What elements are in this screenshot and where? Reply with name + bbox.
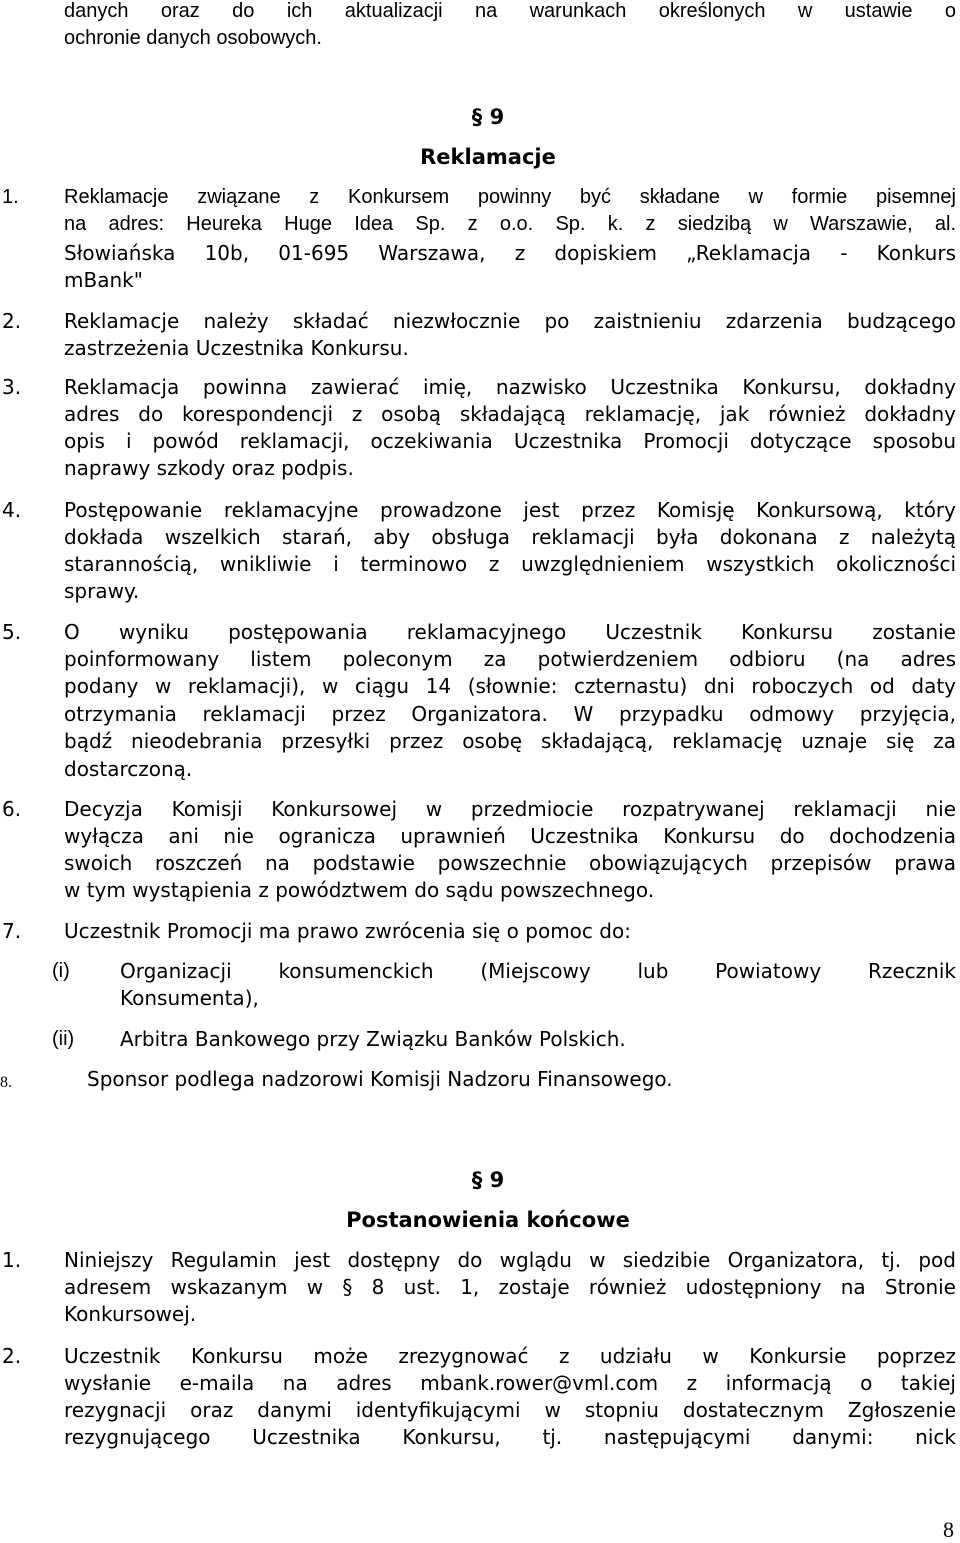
subitem-number: (ii)	[52, 1028, 75, 1050]
item-line: Uczestnik Promocji ma prawo zwrócenia się o pomoc do:	[64, 919, 631, 943]
item-number: 8.	[0, 1074, 12, 1091]
item-line: Konkursowej.	[64, 1302, 197, 1326]
item-line: mBank"	[64, 268, 143, 292]
item-number: 1.	[2, 186, 19, 208]
item-line: na adres: Heureka Huge Idea Sp. z o.o. Sp. k. z siedzibą w Warszawie, al.	[64, 213, 956, 235]
item-line: poinformowany listem poleconym za potwierdzeniem odbioru (na adres	[64, 647, 956, 671]
item-number: 1.	[2, 1248, 22, 1272]
intro-line: danych oraz do ich aktualizacji na warunkach określonych w ustawie o	[64, 0, 956, 22]
section-title: Postanowienia końcowe	[346, 1208, 630, 1232]
item-line: zastrzeżenia Uczestnika Konkursu.	[64, 336, 409, 360]
item-line: naprawy szkody oraz podpis.	[64, 456, 354, 480]
section-number: § 9	[471, 105, 505, 129]
subitem-line: Konsumenta),	[120, 986, 259, 1010]
item-number: 5.	[2, 620, 22, 644]
section-title: Reklamacje	[420, 145, 556, 169]
item-line: wysłanie e-maila na adres mbank.rower@vml.com z informacją o takiej	[64, 1371, 956, 1395]
intro-line: ochronie danych osobowych.	[64, 27, 322, 49]
item-line: Postępowanie reklamacyjne prowadzone jest przez Komisję Konkursową, który	[64, 498, 956, 522]
item-line: Uczestnik Konkursu może zrezygnować z udziału w Konkursie poprzez	[64, 1344, 956, 1368]
item-line: adres do korespondencji z osobą składającą reklamację, jak również dokładny	[64, 402, 956, 426]
item-line: rezygnującego Uczestnika Konkursu, tj. następującymi danymi: nick	[64, 1425, 956, 1449]
section-number: § 9	[471, 1168, 505, 1192]
item-number: 2.	[2, 309, 22, 333]
item-number: 4.	[2, 498, 22, 522]
item-number: 7.	[2, 919, 22, 943]
item-line: otrzymania reklamacji przez Organizatora. W przypadku odmowy przyjęcia,	[64, 702, 956, 726]
item-line: Niniejszy Regulamin jest dostępny do wglądu w siedzibie Organizatora, tj. pod	[64, 1248, 956, 1272]
item-line: Reklamacje związane z Konkursem powinny być składane w formie pisemnej	[64, 186, 956, 208]
item-line: adresem wskazanym w § 8 ust. 1, zostaje również udostępniony na Stronie	[64, 1275, 956, 1299]
page-number: 8	[943, 1517, 954, 1542]
item-line: podany w reklamacji), w ciągu 14 (słownie: czternastu) dni roboczych od daty	[64, 674, 956, 698]
item-line: dokłada wszelkich starań, aby obsługa reklamacji była dokonana z należytą	[64, 525, 956, 549]
item-line: O wyniku postępowania reklamacyjnego Uczestnik Konkursu zostanie	[64, 620, 956, 644]
subitem-line: Organizacji konsumenckich (Miejscowy lub Powiatowy Rzecznik	[120, 959, 956, 983]
item-line: opis i powód reklamacji, oczekiwania Uczestnika Promocji dotyczące sposobu	[64, 429, 956, 453]
subitem-number: (i)	[52, 960, 70, 982]
item-line: bądź nieodebrania przesyłki przez osobę składającą, reklamację uznaje się za	[64, 729, 956, 753]
item-number: 6.	[2, 797, 22, 821]
item-line: rezygnacji oraz danymi identyfikującymi w stopniu dostatecznym Zgłoszenie	[64, 1398, 956, 1422]
item-line: Reklamacja powinna zawierać imię, nazwisko Uczestnika Konkursu, dokładny	[64, 375, 956, 399]
item-line: Sponsor podlega nadzorowi Komisji Nadzoru Finansowego.	[87, 1067, 673, 1091]
item-line: w tym wystąpienia z powództwem do sądu powszechnego.	[64, 878, 655, 902]
item-number: 3.	[2, 375, 22, 399]
subitem-line: Arbitra Bankowego przy Związku Banków Polskich.	[120, 1027, 626, 1051]
item-line: dostarczoną.	[64, 757, 193, 781]
item-number: 2.	[2, 1344, 22, 1368]
item-line: Reklamacje należy składać niezwłocznie po zaistnieniu zdarzenia budzącego	[64, 309, 956, 333]
item-line: starannością, wnikliwie i terminowo z uwzględnieniem wszystkich okoliczności	[64, 552, 956, 576]
item-line: Decyzja Komisji Konkursowej w przedmiocie rozpatrywanej reklamacji nie	[64, 797, 956, 821]
item-line: wyłącza ani nie ogranicza uprawnień Uczestnika Konkursu do dochodzenia	[64, 824, 956, 848]
item-line: Słowiańska 10b, 01-695 Warszawa, z dopiskiem „Reklamacja - Konkurs	[64, 241, 956, 265]
item-line: swoich roszczeń na podstawie powszechnie obowiązujących przepisów prawa	[64, 851, 956, 875]
item-line: sprawy.	[64, 579, 140, 603]
